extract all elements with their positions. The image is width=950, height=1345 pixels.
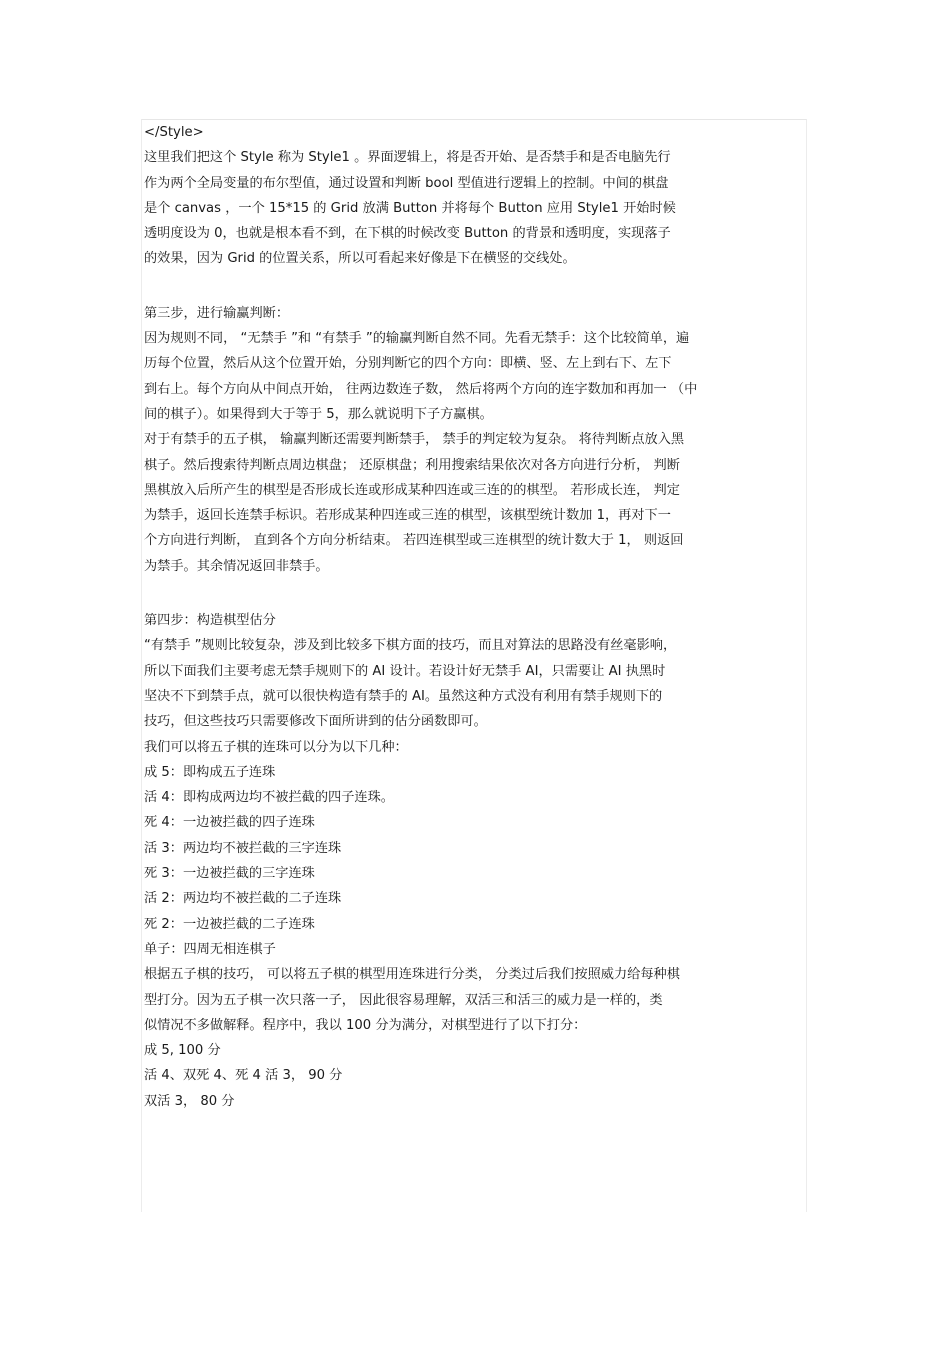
- list-item: 活 2：两边均不被拦截的二子连珠: [144, 891, 342, 907]
- spacer: [144, 272, 806, 301]
- text-line: 的效果，因为 Grid 的位置关系，所以可看起来好像是下在横竖的交线处。: [144, 251, 576, 267]
- paragraph-no-forbidden: [144, 326, 806, 427]
- list-item: 单子：四周无相连棋子: [144, 941, 276, 957]
- paragraph-style-explanation: [144, 145, 806, 271]
- pattern-list: [144, 760, 806, 962]
- paragraph-forbidden: [144, 427, 806, 579]
- pattern-intro: 我们可以将五子棋的连珠可以分为以下几种：: [144, 739, 408, 755]
- text-line: 作为两个全局变量的布尔型值，通过设置和判断 bool 型值进行逻辑上的控制。中间的棋盘: [144, 175, 669, 191]
- text-line: 历每个位置，然后从这个位置开始，分别判断它的四个方向：即横、竖、左上到右下、左下: [144, 356, 672, 372]
- spacer: [144, 579, 806, 608]
- text-line: 为禁手，返回长连禁手标识。若形成某种四连或三连的棋型，该棋型统计数加 1，再对下一: [144, 508, 671, 524]
- text-line: 透明度设为 0，也就是根本看不到，在下棋的时候改变 Button 的背景和透明度，实现落子: [144, 226, 671, 242]
- text-line: 对于有禁手的五子棋， 输赢判断还需要判断禁手， 禁手的判定较为复杂。 将待判断点放入黑: [144, 432, 685, 448]
- list-item: 双活 3， 80 分: [144, 1093, 235, 1109]
- paragraph-ai: [144, 633, 806, 734]
- list-item: 活 4、双死 4、死 4 活 3， 90 分: [144, 1068, 343, 1084]
- text-line: 因为规则不同， “无禁手 ”和 “有禁手 ”的输赢判断自然不同。先看无禁手：这个比较简单，遍: [144, 331, 690, 347]
- list-item: 成 5：即构成五子连珠: [144, 764, 276, 780]
- text-line: 根据五子棋的技巧， 可以将五子棋的棋型用连珠进行分类， 分类过后我们按照威力给每种棋: [144, 967, 680, 983]
- list-item: 死 4：一边被拦截的四子连珠: [144, 815, 315, 831]
- list-item: 死 3：一边被拦截的三字连珠: [144, 866, 315, 882]
- list-item: 死 2：一边被拦截的二子连珠: [144, 916, 315, 932]
- list-item: 活 3：两边均不被拦截的三字连珠: [144, 840, 342, 856]
- list-item: 成 5, 100 分: [144, 1043, 221, 1059]
- text-line: 型打分。因为五子棋一次只落一子， 因此很容易理解，双活三和活三的威力是一样的，类: [144, 992, 663, 1008]
- text-line: 是个 canvas ，一个 15*15 的 Grid 放满 Button 并将每个 Button 应用 Style1 开始时候: [144, 200, 676, 216]
- list-item: 活 4：即构成两边均不被拦截的四子连珠。: [144, 790, 394, 806]
- paragraph-scoring: [144, 962, 806, 1038]
- text-line: 所以下面我们主要考虑无禁手规则下的 AI 设计。若设计好无禁手 AI，只需要让 AI 执黑时: [144, 663, 666, 679]
- text-line: 技巧，但这些技巧只需要修改下面所讲到的估分函数即可。: [144, 714, 487, 730]
- step3-heading: 第三步，进行输赢判断：: [144, 305, 290, 321]
- text-line: 坚决不下到禁手点，就可以很快构造有禁手的 AI。虽然这种方式没有利用有禁手规则下的: [144, 688, 663, 704]
- closing-style-tag: </Style>: [144, 125, 204, 140]
- text-line: 似情况不多做解释。程序中，我以 100 分为满分，对棋型进行了以下打分：: [144, 1017, 587, 1033]
- document-body: [144, 120, 806, 1114]
- text-line: 为禁手。其余情况返回非禁手。: [144, 558, 329, 574]
- text-line: 这里我们把这个 Style 称为 Style1 。界面逻辑上，将是否开始、是否禁手和是否电脑先行: [144, 150, 671, 166]
- text-line: 个方向进行判断， 直到各个方向分析结束。 若四连棋型或三连棋型的统计数大于 1， 则返回: [144, 533, 684, 549]
- score-list: [144, 1038, 806, 1114]
- text-line: “有禁手 ”规则比较复杂，涉及到比较多下棋方面的技巧，而且对算法的思路没有丝毫影响，: [144, 638, 677, 654]
- text-line: 间的棋子）。如果得到大于等于 5，那么就说明下子方赢棋。: [144, 406, 493, 422]
- text-line: 到右上。每个方向从中间点开始， 往两边数连子数， 然后将两个方向的连字数加和再加一 （中: [144, 381, 698, 397]
- step4-heading: 第四步：构造棋型估分: [144, 613, 276, 629]
- text-line: 黑棋放入后所产生的棋型是否形成长连或形成某种四连或三连的的棋型。 若形成长连， 判定: [144, 482, 680, 498]
- text-line: 棋子。然后搜索待判断点周边棋盘； 还原棋盘；利用搜索结果依次对各方向进行分析， 判断: [144, 457, 680, 473]
